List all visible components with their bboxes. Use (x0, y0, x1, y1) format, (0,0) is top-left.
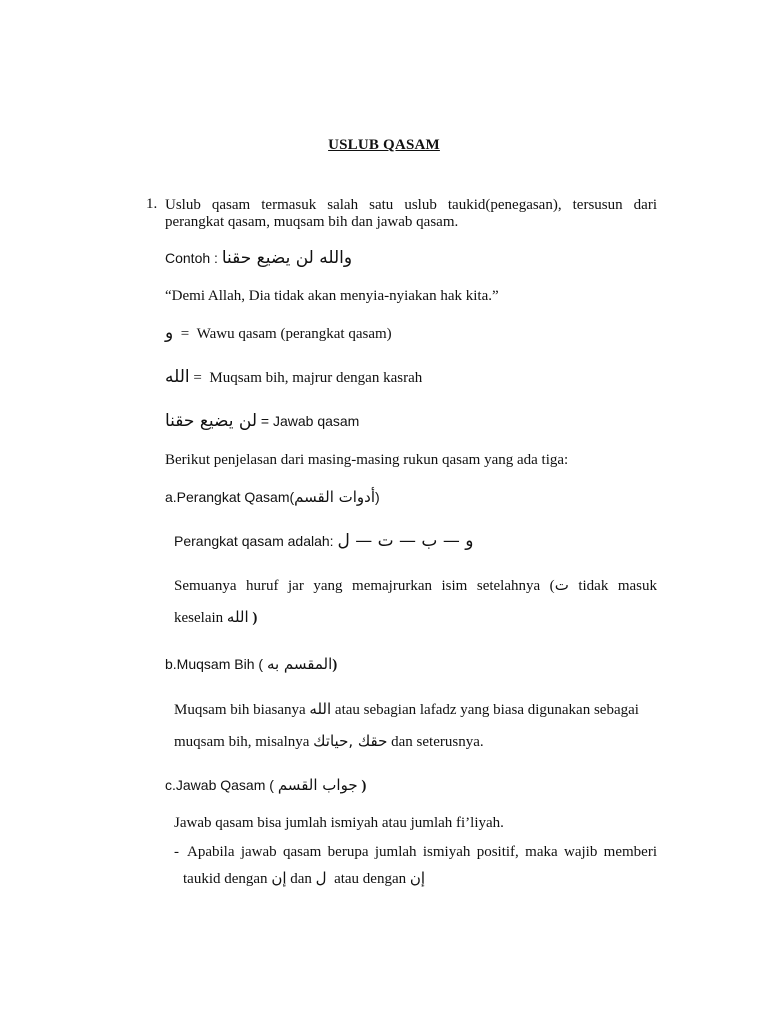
intro-sentence: Berikut penjelasan dari masing-masing rukun qasam yang ada tiga: (165, 452, 569, 468)
section-text: atau sebagian lafadz yang biasa digunakan sebagai (331, 702, 639, 718)
definition-arabic: لن يضيع حقنا (165, 411, 257, 431)
definition-jawab (165, 412, 359, 431)
section-arabic: جواب القسم (277, 776, 358, 794)
section-label: c.Jawab Qasam ( (165, 777, 278, 793)
translation-quote: “Demi Allah, Dia tidak akan menyia-nyiakan hak kita.” (165, 288, 499, 304)
definition-arabic: الله (165, 367, 190, 387)
section-a-heading (165, 488, 380, 507)
allah-arabic: الله (309, 700, 332, 718)
section-arabic: أدوات القسم (294, 488, 376, 506)
section-text: taukid dengan (183, 871, 272, 887)
section-b-heading (165, 655, 337, 674)
section-text: muqsam bih, misalnya (174, 734, 314, 750)
section-c-line: Jawab qasam bisa jumlah ismiyah atau jumlah fi’liyah. (174, 815, 504, 831)
section-text: Perangkat qasam adalah: (174, 533, 338, 549)
page-title: USLUB QASAM (328, 137, 440, 153)
section-a-line (174, 608, 257, 627)
section-a-line (174, 576, 657, 595)
section-arabic: المقسم به (266, 655, 333, 673)
section-close: ) (375, 489, 380, 505)
section-text: keselain (174, 610, 227, 626)
example-line (165, 249, 352, 268)
section-c-heading (165, 776, 366, 795)
section-text: dan seterusnya. (387, 734, 484, 750)
definition-arabic: و (165, 323, 174, 343)
bullet-dash: - (174, 844, 179, 860)
section-text: dan (286, 871, 316, 887)
definition-wawu (165, 324, 392, 343)
letter-arabic: ت (554, 576, 569, 594)
examples-arabic: حقك ,حياتك (313, 732, 388, 750)
section-label: b.Muqsam Bih ( (165, 656, 267, 672)
lam-arabic: ل (315, 869, 327, 887)
bullet-line: Apabila jawab qasam berupa jumlah ismiyah positif, maka wajib memberi (187, 844, 657, 860)
section-text: tidak masuk (568, 578, 658, 594)
section-text: Muqsam bih biasanya (174, 702, 310, 718)
section-a-line (174, 532, 473, 551)
section-close: ) (357, 778, 367, 794)
section-text: Semuanya huruf jar yang memajrurkan isim setelahnya ( (174, 578, 555, 594)
example-label: Contoh : (165, 250, 222, 266)
section-label: a.Perangkat Qasam( (165, 489, 295, 505)
allah-arabic: الله (226, 608, 249, 626)
paragraph-line: Uslub qasam termasuk salah satu uslub taukid(penegasan), tersusun dari (165, 197, 657, 213)
list-number: 1. (146, 196, 158, 212)
definition-muqsam (165, 368, 422, 387)
bullet-line (183, 869, 425, 888)
section-text: atau dengan (326, 871, 410, 887)
letters-arabic: و — ب — ت — ل (337, 531, 474, 551)
definition-text: = Muqsam bih, majrur dengan kasrah (189, 370, 423, 386)
section-b-line (174, 700, 639, 719)
section-close: ) (332, 657, 338, 673)
section-close: ) (248, 610, 258, 626)
section-b-line (174, 732, 484, 751)
definition-text: = Jawab qasam (257, 413, 360, 429)
example-arabic: والله لن يضيع حقنا (221, 248, 353, 268)
definition-text: = Wawu qasam (perangkat qasam) (173, 326, 392, 342)
paragraph-line: perangkat qasam, muqsam bih dan jawab qasam. (165, 214, 459, 230)
inna-arabic: إن (271, 869, 287, 887)
inna-arabic: إن (409, 869, 426, 887)
